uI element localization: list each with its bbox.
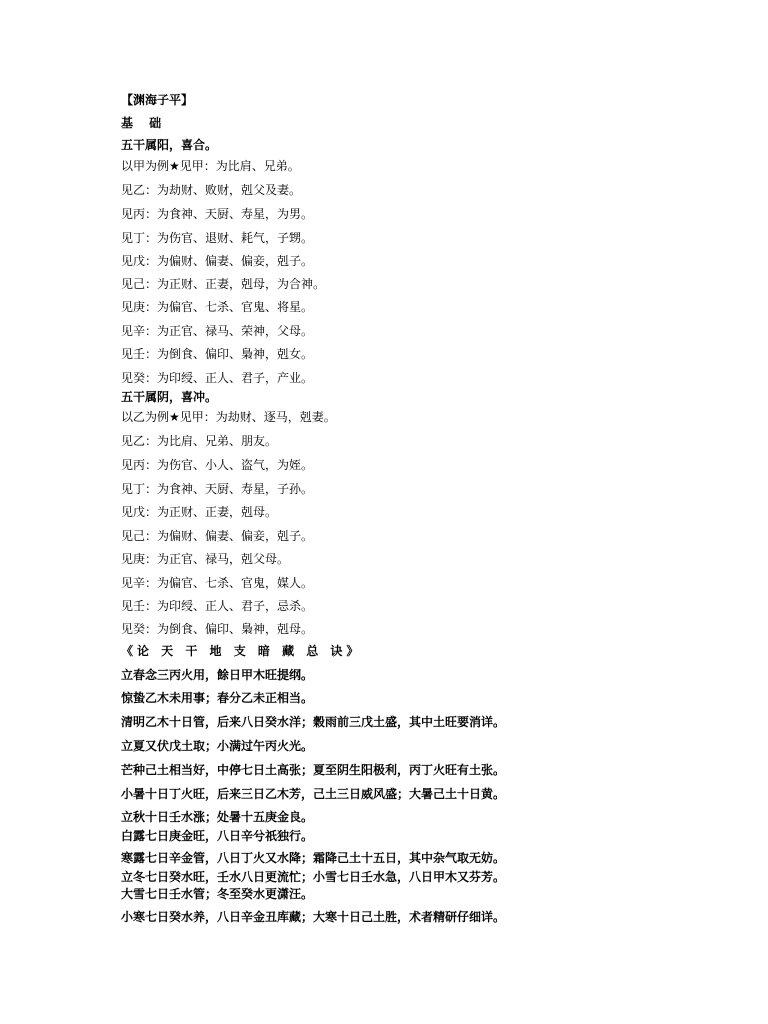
doc-title: 【渊海子平】: [121, 93, 194, 107]
verse-line: 大雪七日壬水管；冬至癸水更潇汪。: [121, 887, 314, 901]
verse-line: 立冬七日癸水旺，壬水八日更流忙；小雪七日壬水急，八日甲木又芬芳。: [121, 870, 506, 884]
text-line: 以甲为例★见甲：为比肩、兄弟。: [121, 159, 300, 173]
verse-line: 白露七日庚金旺，八日辛兮祇独行。: [121, 829, 314, 843]
text-line: 见癸：为印绶、正人、君子，产业。: [121, 371, 314, 385]
text-line: 见庚：为正官、禄马，剋父母。: [121, 552, 290, 566]
verse-line: 小寒七日癸水养，八日辛金丑库藏；大寒十日己土胜，术者精研仔细详。: [121, 910, 506, 924]
verse-line: 立秋十日壬水涨；处暑十五庚金良。: [121, 810, 314, 824]
verse-line: 芒种己土相当好，中停七日土高张；夏至阴生阳极利，丙丁火旺有土张。: [121, 763, 506, 777]
text-line: 见壬：为印绶、正人、君子，忌杀。: [121, 599, 314, 613]
verse-line: 寒露七日辛金管，八日丁火又水降；霜降己土十五日，其中杂气取无妨。: [121, 851, 506, 865]
text-line: 见辛：为偏官、七杀、官鬼，媒人。: [121, 576, 314, 590]
verse-line: 小暑十日丁火旺，后来三日乙木芳，己土三日威风盛；大暑己土十日黄。: [121, 787, 506, 801]
text-line: 见壬：为倒食、偏印、梟神，剋女。: [121, 347, 314, 361]
verse-line: 清明乙木十日管，后来八日癸水洋；穀雨前三戊土盛，其中土旺要消详。: [121, 715, 506, 729]
text-line: 见乙：为劫财、败财，剋父及妻。: [121, 183, 302, 197]
text-line: 见戊：为偏财、偏妻、偏妾，剋子。: [121, 254, 314, 268]
text-line: 见庚：为偏官、七杀、官鬼、将星。: [121, 300, 314, 314]
section3-heading: 《论 天 干 地 支 暗 藏 总 诀》: [121, 644, 363, 658]
verse-line: 立夏又伏戊土取；小满过午丙火光。: [121, 739, 314, 753]
text-line: 见己：为偏财、偏妻、偏妾，剋子。: [121, 529, 314, 543]
verse-line: 立春念三丙火用，餘日甲木旺提纲。: [121, 668, 314, 682]
text-line: 见丙：为食神、天厨、寿星，为男。: [121, 207, 314, 221]
section2-heading: 五干属阴，喜冲。: [121, 390, 218, 404]
verse-line: 惊蛰乙木未用事；春分乙未正相当。: [121, 691, 314, 705]
text-line: 见己：为正财、正妻，剋母，为合神。: [121, 277, 326, 291]
text-line: 见辛：为正官、禄马、荣神，父母。: [121, 324, 314, 338]
text-line: 以乙为例★见甲：为劫财、逐马，剋妻。: [121, 410, 336, 424]
text-line: 见丁：为伤官、退财、耗气，子甥。: [121, 231, 314, 245]
text-line: 见丁：为食神、天厨、寿星，子孙。: [121, 482, 314, 496]
text-line: 见乙：为比肩、兄弟、朋友。: [121, 434, 278, 448]
doc-subtitle: 基 础: [121, 116, 168, 130]
text-line: 见戊：为正财、正妻，剋母。: [121, 505, 278, 519]
text-line: 见癸：为倒食、偏印、梟神，剋母。: [121, 622, 314, 636]
section1-heading: 五干属阳，喜合。: [121, 138, 218, 152]
text-line: 见丙：为伤官、小人、盗气，为姪。: [121, 458, 314, 472]
